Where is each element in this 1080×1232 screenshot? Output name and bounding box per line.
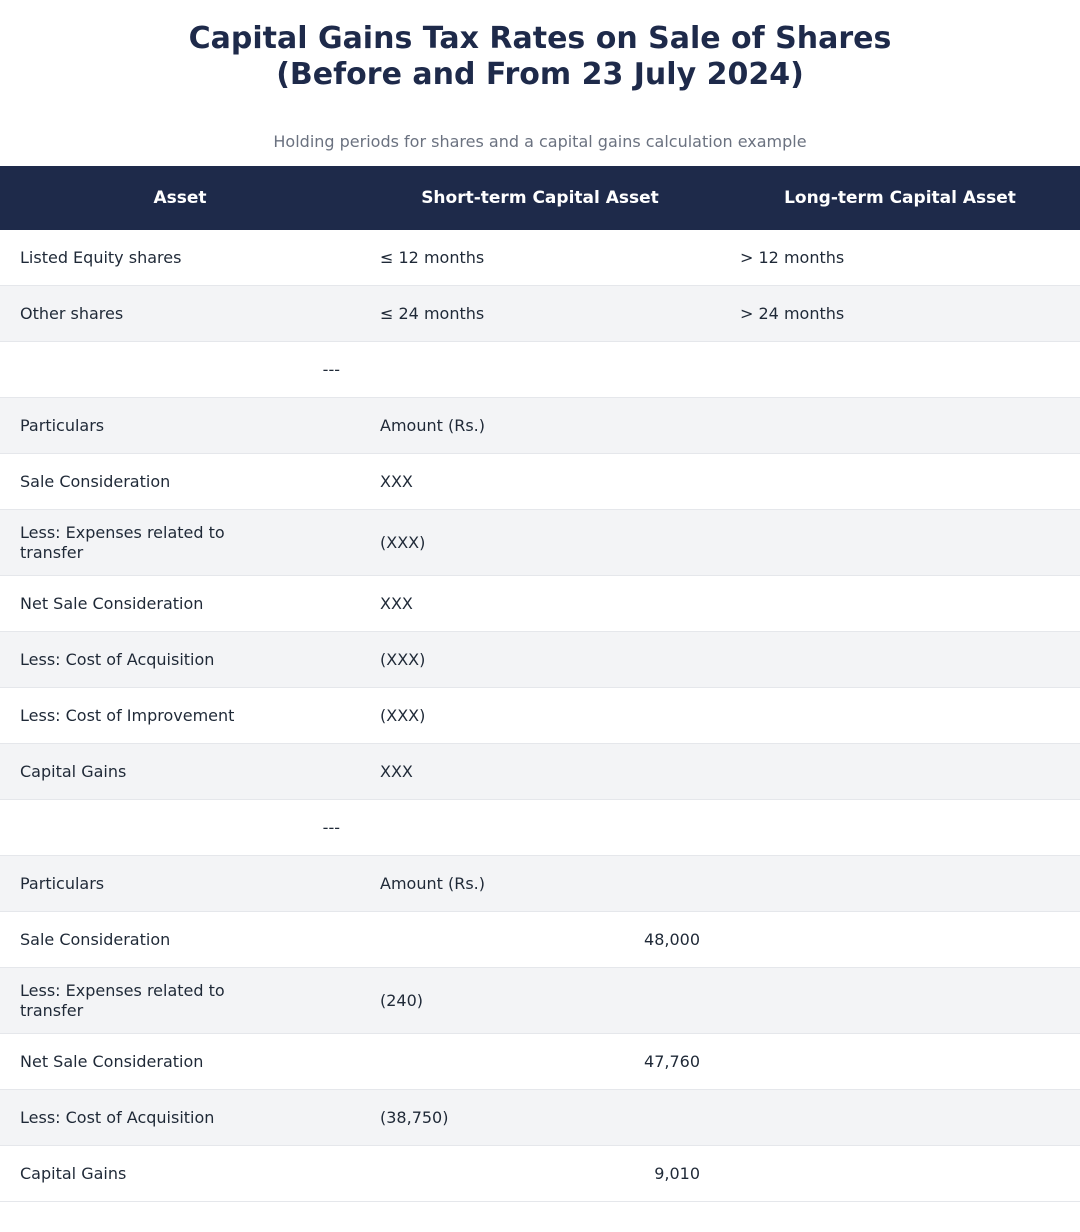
page-subtitle: Holding periods for shares and a capital gains calculation example bbox=[273, 132, 807, 151]
cell-amount: (XXX) bbox=[380, 533, 426, 552]
separator-text: --- bbox=[322, 818, 340, 837]
cell-particular: Capital Gains bbox=[20, 761, 127, 781]
table-row bbox=[0, 454, 1080, 510]
cell-amount: XXX bbox=[380, 472, 413, 491]
table-row bbox=[0, 856, 1080, 912]
holding-period-table bbox=[0, 166, 1080, 1202]
cell-asset: Other shares bbox=[20, 303, 124, 323]
title-line-1: Capital Gains Tax Rates on Sale of Shares bbox=[188, 21, 892, 56]
table-row bbox=[0, 968, 1080, 1034]
cell-particular: Less: Expenses related to transfer bbox=[20, 522, 225, 562]
cell-amount: Amount (Rs.) bbox=[380, 874, 485, 893]
cell-long-term: > 12 months bbox=[740, 248, 845, 267]
table-row bbox=[0, 744, 1080, 800]
cell-long-term: > 24 months bbox=[740, 304, 845, 323]
cell-particular: Capital Gains bbox=[20, 1163, 127, 1183]
table-row bbox=[0, 1146, 1080, 1202]
header-long-term: Long-term Capital Asset bbox=[784, 188, 1016, 208]
table-row bbox=[0, 230, 1080, 286]
cell-amount: 9,010 bbox=[654, 1164, 700, 1183]
cell-amount: (38,750) bbox=[380, 1108, 449, 1127]
cell-particular: Less: Cost of Improvement bbox=[20, 705, 235, 725]
separator-row bbox=[0, 800, 1080, 856]
header-short-term: Short-term Capital Asset bbox=[421, 188, 659, 208]
table-row bbox=[0, 688, 1080, 744]
table-row bbox=[0, 632, 1080, 688]
table-row bbox=[0, 286, 1080, 342]
cell-particular: Less: Cost of Acquisition bbox=[20, 649, 215, 669]
cell-amount: (XXX) bbox=[380, 706, 426, 725]
cell-amount: Amount (Rs.) bbox=[380, 416, 485, 435]
cell-particular: Net Sale Consideration bbox=[20, 593, 204, 613]
cell-amount: XXX bbox=[380, 762, 413, 781]
cell-short-term: ≤ 24 months bbox=[380, 304, 485, 323]
table-header bbox=[0, 166, 1080, 230]
table-row bbox=[0, 1034, 1080, 1090]
cell-amount: 47,760 bbox=[644, 1052, 700, 1071]
cell-particular: Sale Consideration bbox=[20, 471, 171, 491]
separator-row bbox=[0, 342, 1080, 398]
table-row bbox=[0, 510, 1080, 576]
cell-amount: (240) bbox=[380, 991, 424, 1010]
cell-amount: XXX bbox=[380, 594, 413, 613]
title-line-2: (Before and From 23 July 2024) bbox=[276, 57, 804, 92]
table-row bbox=[0, 576, 1080, 632]
cell-particular: Net Sale Consideration bbox=[20, 1051, 204, 1071]
cell-asset: Listed Equity shares bbox=[20, 247, 182, 267]
cell-particular: Less: Expenses related to transfer bbox=[20, 980, 225, 1020]
cell-amount: (XXX) bbox=[380, 650, 426, 669]
cell-particular: Particulars bbox=[20, 873, 105, 893]
cell-particular: Sale Consideration bbox=[20, 929, 171, 949]
table-row bbox=[0, 1090, 1080, 1146]
cell-particular: Less: Cost of Acquisition bbox=[20, 1107, 215, 1127]
separator-text: --- bbox=[322, 360, 340, 379]
table-row bbox=[0, 398, 1080, 454]
cell-amount: 48,000 bbox=[644, 930, 700, 949]
page-title bbox=[0, 0, 1080, 93]
table-row bbox=[0, 912, 1080, 968]
cell-particular: Particulars bbox=[20, 415, 105, 435]
cell-short-term: ≤ 12 months bbox=[380, 248, 485, 267]
header-asset: Asset bbox=[153, 188, 207, 208]
